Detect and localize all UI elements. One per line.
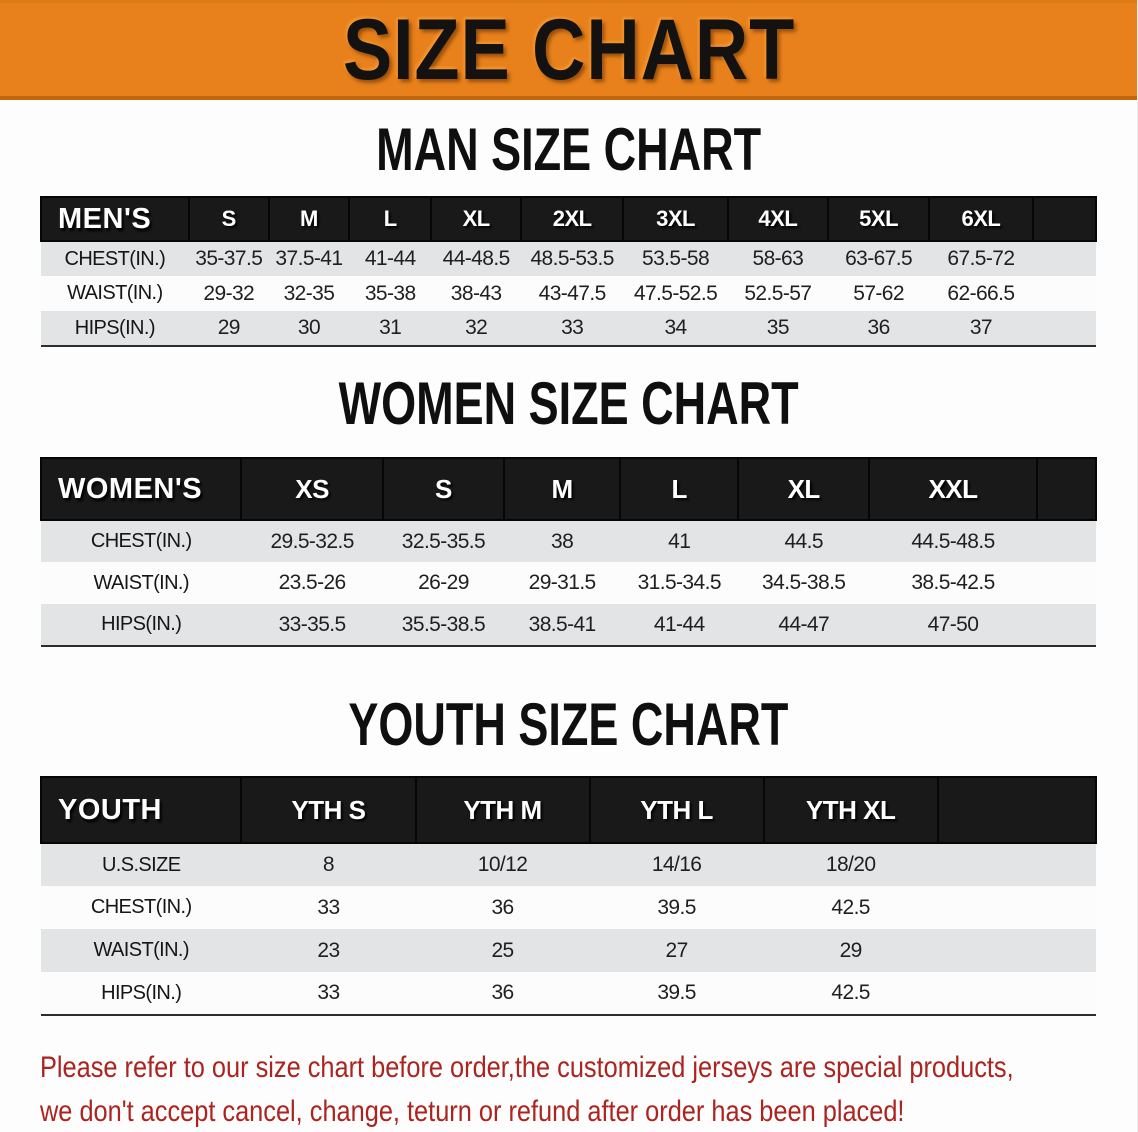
men-waist-row: [41, 276, 1096, 311]
row-label: WAIST(IN.): [67, 282, 163, 304]
size-value: 36: [491, 895, 514, 919]
size-value: 33: [561, 316, 584, 339]
size-value: 23.5-26: [278, 571, 346, 594]
men-size-table: [40, 196, 1097, 347]
row-spacer: [938, 972, 1096, 1015]
size-value: 33-35.5: [278, 612, 346, 636]
youth-size-col-m: YTH M: [416, 777, 590, 843]
men-table-header-row: [41, 197, 1096, 241]
youth-waist-row: [41, 929, 1096, 972]
size-value: 29-32: [203, 281, 255, 305]
women-waist-row: [41, 562, 1096, 604]
youth-header-spacer: [938, 777, 1096, 843]
size-value: 34: [664, 316, 687, 339]
notice-line-1: Please refer to our size chart before order,the customized jerseys are special products,: [40, 1051, 1014, 1084]
size-value: 41-44: [364, 247, 416, 270]
men-size-col-m: M: [269, 197, 349, 241]
size-value: 43-47.5: [538, 281, 606, 305]
size-value: 44.5: [784, 529, 823, 553]
women-size-col-xl: XL: [738, 458, 869, 520]
man-section-heading: [40, 116, 1097, 183]
youth-chest-row: [41, 886, 1096, 929]
row-label: CHEST(IN.): [90, 530, 192, 552]
youth-size-col-l: YTH L: [590, 777, 764, 843]
women-size-col-xxl: XXL: [869, 458, 1037, 520]
women-size-table: [40, 457, 1097, 647]
size-value: 67.5-72: [947, 247, 1015, 270]
size-value: 23: [317, 938, 340, 962]
size-value: 42.5: [831, 981, 870, 1004]
size-value: 42.5: [831, 895, 870, 919]
size-value: 33: [317, 981, 340, 1004]
row-spacer: [938, 929, 1096, 972]
women-header-spacer: [1037, 458, 1096, 520]
youth-section-heading: [40, 691, 1097, 758]
row-label: HIPS(IN.): [101, 981, 182, 1004]
size-value: 62-66.5: [947, 281, 1015, 305]
men-size-col-xl: XL: [431, 197, 521, 241]
size-value: 57-62: [853, 281, 904, 305]
men-group-label: MEN'S: [41, 197, 189, 241]
men-size-col-6xl: 6XL: [929, 197, 1032, 241]
size-value: 52.5-57: [744, 281, 812, 305]
youth-size-table: [40, 776, 1097, 1016]
women-table-header-row: [41, 458, 1096, 520]
youth-size-col-xl: YTH XL: [764, 777, 938, 843]
row-label: HIPS(IN.): [74, 316, 155, 339]
men-chest-row: [41, 241, 1096, 276]
size-value: 58-63: [752, 247, 804, 270]
size-value: 30: [297, 316, 321, 339]
size-value: 35-38: [364, 281, 416, 305]
size-value: 63-67.5: [845, 247, 913, 270]
order-notice: [40, 1046, 1097, 1132]
size-value: 29.5-32.5: [270, 529, 354, 553]
notice-line-2: we don't accept cancel, change, teturn or refund after order has been placed!: [40, 1095, 905, 1128]
size-value: 38.5-42.5: [911, 571, 995, 594]
content: [0, 116, 1137, 1132]
women-size-col-xs: XS: [241, 458, 382, 520]
youth-hips-row: [41, 972, 1096, 1015]
youth-table-header-row: [41, 777, 1096, 843]
size-value: 32.5-35.5: [401, 529, 486, 553]
size-value: 47.5-52.5: [633, 281, 718, 305]
row-label: HIPS(IN.): [101, 613, 182, 635]
row-spacer: [1033, 241, 1096, 276]
row-spacer: [1037, 520, 1096, 562]
size-value: 36: [491, 981, 514, 1004]
size-value: 47-50: [927, 612, 979, 636]
size-value: 33: [317, 895, 340, 919]
size-value: 31: [379, 316, 402, 339]
men-size-col-4xl: 4XL: [728, 197, 828, 241]
size-value: 18/20: [825, 853, 876, 876]
size-value: 10/12: [477, 853, 528, 876]
banner-title: SIZE CHART: [342, 1, 795, 98]
youth-section-heading-text: YOUTH SIZE CHART: [348, 691, 789, 758]
men-size-col-s: S: [189, 197, 269, 241]
size-value: 26-29: [418, 571, 469, 594]
youth-ussize-row: [41, 843, 1096, 886]
size-value: 36: [867, 316, 890, 339]
size-value: 35-37.5: [195, 247, 263, 270]
men-size-col-3xl: 3XL: [623, 197, 727, 241]
youth-size-col-s: YTH S: [241, 777, 415, 843]
youth-group-label: YOUTH: [41, 777, 241, 843]
women-section-heading: [40, 370, 1097, 437]
women-group-label: WOMEN'S: [41, 458, 241, 520]
size-value: 44.5-48.5: [911, 529, 995, 553]
women-chest-row: [41, 520, 1096, 562]
size-value: 38.5-41: [528, 612, 596, 636]
man-section-heading-text: MAN SIZE CHART: [376, 116, 761, 183]
row-label: U.S.SIZE: [101, 853, 181, 876]
men-size-col-2xl: 2XL: [521, 197, 623, 241]
size-value: 44-47: [778, 612, 830, 636]
women-section-heading-text: WOMEN SIZE CHART: [338, 370, 799, 437]
men-size-col-5xl: 5XL: [828, 197, 929, 241]
row-spacer: [938, 886, 1096, 929]
men-header-spacer: [1033, 197, 1096, 241]
row-spacer: [1037, 604, 1096, 646]
size-value: 29: [839, 938, 862, 962]
size-value: 41-44: [653, 612, 705, 636]
row-spacer: [1033, 311, 1096, 346]
size-value: 25: [491, 938, 514, 962]
size-value: 37: [969, 316, 992, 339]
size-value: 29-31.5: [528, 571, 596, 594]
size-value: 31.5-34.5: [637, 571, 721, 594]
men-hips-row: [41, 311, 1096, 346]
size-value: 38: [551, 529, 574, 553]
row-label: WAIST(IN.): [93, 939, 189, 961]
row-spacer: [1037, 562, 1096, 604]
men-size-col-l: L: [349, 197, 431, 241]
row-label: WAIST(IN.): [93, 571, 189, 594]
women-size-col-l: L: [620, 458, 738, 520]
size-value: 53.5-58: [642, 247, 710, 270]
size-value: 48.5-53.5: [530, 247, 614, 270]
row-spacer: [1033, 276, 1096, 311]
size-value: 39.5: [657, 981, 696, 1004]
size-value: 34.5-38.5: [762, 571, 846, 594]
size-value: 29: [217, 316, 240, 339]
size-value: 14/16: [651, 853, 702, 876]
size-value: 38-43: [450, 281, 502, 305]
row-label: CHEST(IN.): [90, 896, 192, 918]
women-hips-row: [41, 604, 1096, 646]
size-value: 32-35: [283, 281, 335, 305]
banner: [0, 0, 1137, 100]
row-label: CHEST(IN.): [64, 247, 166, 270]
size-value: 32: [465, 316, 488, 339]
size-value: 35.5-38.5: [401, 612, 486, 636]
size-value: 37.5-41: [275, 247, 343, 270]
women-size-col-s: S: [383, 458, 504, 520]
size-value: 35: [766, 316, 789, 339]
size-value: 8: [322, 853, 335, 876]
size-value: 41: [668, 529, 691, 553]
size-value: 44-48.5: [442, 247, 510, 270]
women-size-col-m: M: [504, 458, 620, 520]
size-value: 27: [665, 938, 688, 962]
row-spacer: [938, 843, 1096, 886]
size-value: 39.5: [657, 895, 696, 919]
